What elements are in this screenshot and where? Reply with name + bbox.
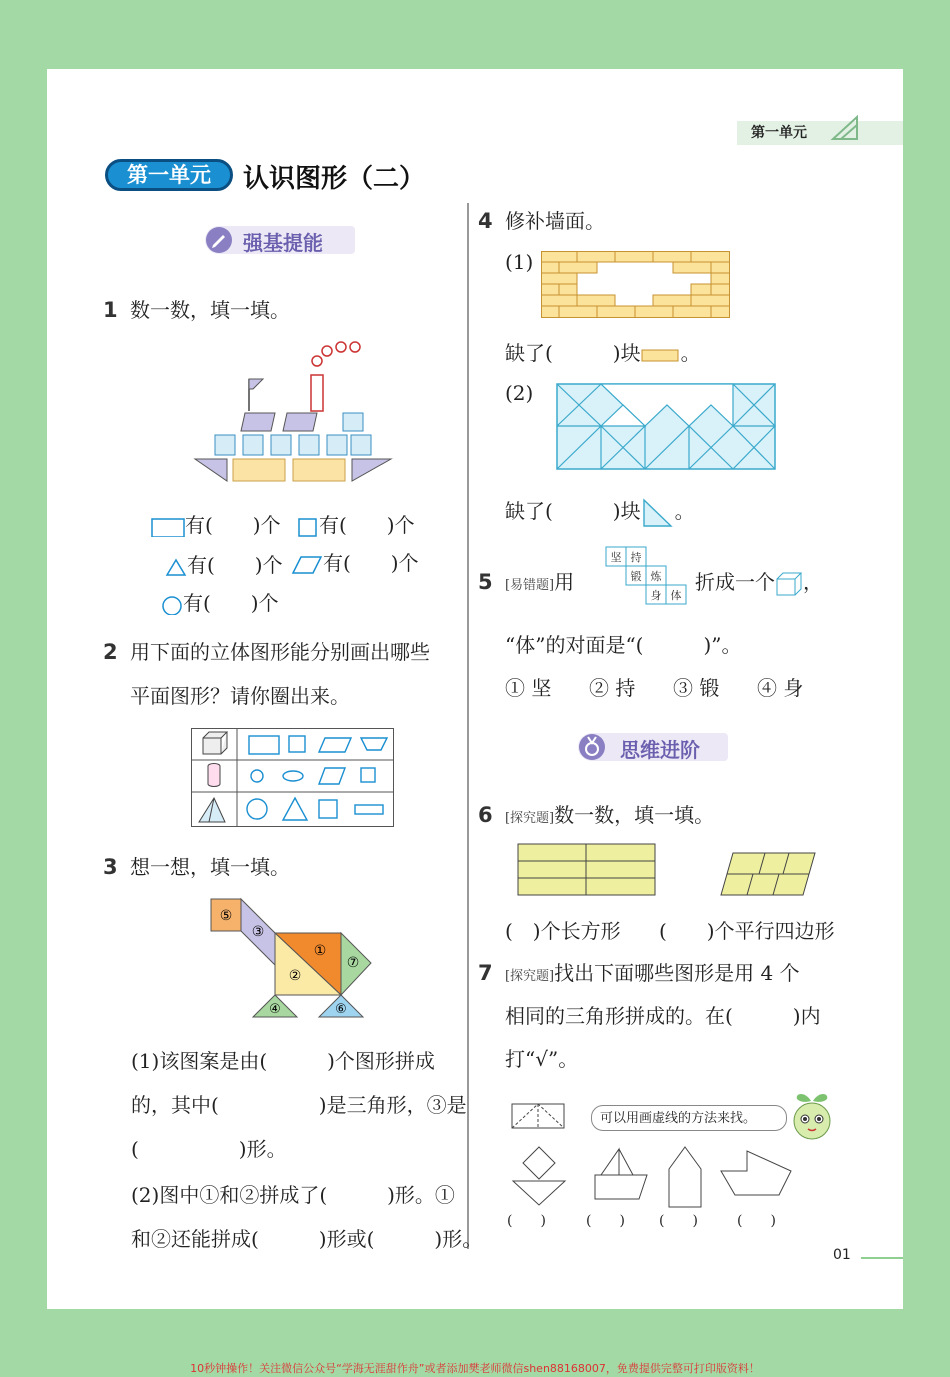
q6-answer-1: ( )个长方形 (505, 919, 621, 943)
q3-line-1: (1)该图案是由( )个图形拼成 (131, 1049, 435, 1073)
rectangle-icon (151, 517, 185, 537)
q7-blank-1[interactable]: ( ) (507, 1213, 546, 1229)
piece-4: ④ (269, 1002, 281, 1017)
piece-2: ② (288, 968, 302, 984)
piece-5: ⑤ (219, 908, 233, 924)
net-cell-2: 持 (630, 551, 642, 564)
q2-heading: 2 用下面的立体图形能分别画出哪些 (103, 640, 430, 664)
brick-wall-1 (541, 251, 731, 319)
q5-option-2: ② 持 (589, 676, 636, 700)
q5-option-4: ④ 身 (757, 676, 804, 700)
q4-part1-answer: 缺了( )块 。 (505, 341, 701, 365)
q7-line2: 相同的三角形拼成的。在( )内 (505, 1004, 821, 1028)
tangram-bird (207, 895, 382, 1025)
unit-tab-label: 第一单元 (751, 125, 807, 141)
parallelograms-figure (719, 851, 819, 897)
q3-line-4: (2)图中①和②拼成了( )形。① (131, 1183, 455, 1207)
q6-heading: 6 [探究题]数一数，填一填。 (478, 803, 715, 827)
q6-answer-2: ( )个平行四边形 (659, 919, 835, 943)
circle-icon (161, 595, 183, 615)
q7-heading: 7 [探究题]找出下面哪些图形是用 4 个 (478, 961, 800, 985)
net-cell-3: 锻 (630, 570, 642, 583)
q7-shapes (509, 1145, 809, 1209)
piece-3: ③ (251, 924, 265, 940)
q1-row-circle: 有( )个 (161, 587, 279, 616)
net-cell-5: 身 (650, 589, 662, 602)
sprout-mascot (787, 1087, 837, 1143)
page-number-rule (861, 1257, 903, 1259)
net-cell-4: 炼 (650, 570, 662, 583)
q5-option-1: ① 坚 (505, 676, 552, 700)
ship-figure (187, 339, 397, 489)
q4-part2-label: (2) (505, 381, 534, 405)
q5-question: “体”的对面是“( )”。 (505, 633, 742, 657)
section-thinking-banner: 思维进阶 (578, 733, 728, 761)
small-triangle-icon (641, 498, 675, 528)
worksheet-page (47, 69, 903, 1309)
ruler-icon (829, 115, 863, 143)
q3-line-2: 的，其中( )是三角形，③是 (131, 1093, 467, 1117)
column-divider (467, 203, 469, 1249)
triangle-wall-2 (556, 383, 778, 471)
solids-table (191, 728, 395, 828)
q5-option-3: ③ 锻 (673, 676, 720, 700)
cube-net (605, 546, 695, 610)
q1-row-parallelogram: 有( )个 (291, 547, 419, 576)
q4-heading: 4 修补墙面。 (478, 209, 605, 233)
q3-line-3: ( )形。 (131, 1137, 287, 1161)
net-cell-6: 体 (670, 589, 682, 602)
pencil-icon (205, 226, 233, 254)
q7-blank-2[interactable]: ( ) (586, 1213, 625, 1229)
unit-tab (737, 121, 903, 145)
q5-fold: 折成一个 ， (695, 566, 823, 597)
q3-heading: 3 想一想，填一填。 (103, 855, 290, 879)
q4-part2-answer: 缺了( )块 。 (505, 495, 695, 528)
q4-part1-label: (1) (505, 250, 534, 274)
triangle-icon (165, 557, 187, 577)
medal-icon (578, 733, 606, 761)
footer-banner: 10秒钟操作！关注微信公众号“学海无涯甜作舟”或者添加樊老师微信shen88168007，免费提供完整可打印版资料！ (190, 1362, 760, 1375)
cube-outline-icon (775, 571, 803, 597)
q2-line2: 平面图形？请你圈出来。 (130, 684, 350, 708)
piece-6: ⑥ (335, 1002, 347, 1017)
cylinder-icon (208, 764, 220, 787)
piece-1: ① (313, 943, 327, 959)
q7-blank-3[interactable]: ( ) (659, 1213, 698, 1229)
title-badge: 第一单元 (105, 159, 233, 191)
q1-heading: 1 数一数，填一填。 (103, 298, 290, 322)
section-basic-banner: 强基提能 (205, 226, 355, 254)
q3-line-5: 和②还能拼成( )形或( )形。 (131, 1227, 483, 1251)
piece-7: ⑦ (346, 955, 360, 971)
q1-row-square: 有( )个 (297, 509, 415, 538)
example-rect-dashed (511, 1103, 567, 1131)
q1-row-triangle: 有( )个 (165, 549, 283, 578)
q5-heading: 5 [易错题]用 (478, 570, 575, 594)
q1-row-rect: 有( )个 (151, 509, 281, 533)
square-icon (297, 517, 319, 537)
brick-icon (641, 347, 681, 363)
hint-bubble: 可以用画虚线的方法来找。 (591, 1105, 787, 1131)
rectangles-figure (517, 843, 657, 897)
page-number: 01 (833, 1247, 851, 1263)
net-cell-1: 坚 (610, 551, 622, 564)
q7-line3: 打“√”。 (505, 1047, 579, 1071)
q7-blank-4[interactable]: ( ) (737, 1213, 776, 1229)
page-title: 认识图形（二） (243, 164, 426, 194)
parallelogram-icon (291, 555, 323, 575)
